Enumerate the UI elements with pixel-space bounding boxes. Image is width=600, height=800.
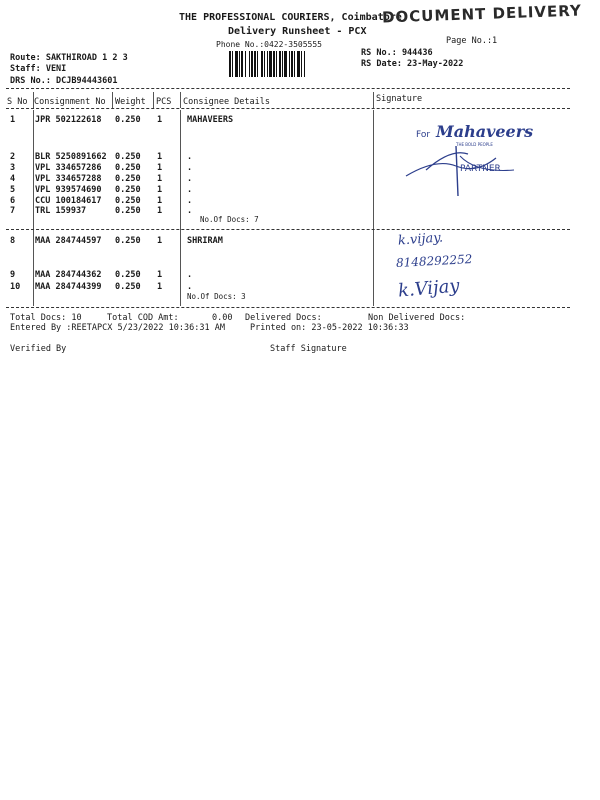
row-sno: 5	[10, 185, 16, 195]
non-delivered-docs: Non Delivered Docs:	[368, 313, 466, 323]
row-pcs: 1	[157, 152, 163, 162]
verified-by: Verified By	[10, 344, 67, 354]
row-consignment: JPR 502122618	[35, 115, 102, 125]
row-consignee-dot: .	[187, 174, 193, 184]
col-divider	[180, 92, 181, 108]
col-divider	[373, 92, 374, 108]
row-consignee-dot: .	[187, 282, 193, 292]
table-bottom-divider	[6, 307, 570, 308]
row-pcs: 1	[157, 174, 163, 184]
total-docs: Total Docs: 10	[10, 313, 82, 323]
row-consignment: MAA 284744362	[35, 270, 102, 280]
header-bottom-divider	[6, 108, 570, 109]
printed-on: Printed on: 23-05-2022 10:36:33	[250, 323, 409, 333]
row-consignee-dot: .	[187, 185, 193, 195]
drs-number: DRS No.: DCJB94443601	[10, 76, 118, 86]
row-weight: 0.250	[115, 236, 141, 246]
col-divider	[180, 110, 181, 306]
stamp-scribble-icon	[396, 118, 526, 200]
rs-date: RS Date: 23-May-2022	[361, 59, 464, 69]
phone-number: Phone No.:0422-3505555	[216, 40, 322, 49]
row-sno: 3	[10, 163, 16, 173]
stamp-for: For	[416, 130, 431, 140]
row-consignment: TRL 159937	[35, 206, 87, 216]
row-consignment: BLR 5250891662	[35, 152, 107, 162]
runsheet-title: Delivery Runsheet - PCX	[228, 26, 367, 37]
total-cod-label: Total COD Amt:	[107, 313, 179, 323]
row-sno: 6	[10, 196, 16, 206]
stamp-brand: Mahaveers	[436, 122, 534, 141]
row-sno: 4	[10, 174, 16, 184]
row-weight: 0.250	[115, 185, 141, 195]
row-consignee-dot: .	[187, 163, 193, 173]
row-sno: 7	[10, 206, 16, 216]
docs-count: No.Of Docs: 7	[200, 215, 259, 224]
total-cod-value: 0.00	[212, 313, 233, 323]
row-pcs: 1	[157, 282, 163, 292]
staff-label: Staff: VENI	[10, 64, 67, 74]
row-pcs: 1	[157, 270, 163, 280]
handwritten-signature: k.Vijay	[397, 275, 461, 302]
row-weight: 0.250	[115, 115, 141, 125]
row-consignment: VPL 939574690	[35, 185, 102, 195]
col-divider	[112, 92, 113, 108]
row-sno: 1	[10, 115, 16, 125]
header-top-divider	[6, 88, 570, 89]
entered-by: Entered By :REETAPCX 5/23/2022 10:36:31 AM	[10, 323, 225, 333]
delivered-docs: Delivered Docs:	[245, 313, 322, 323]
company-stamp	[396, 118, 534, 200]
document-delivery-stamp: DOCUMENT DELIVERY	[381, 1, 583, 27]
row-sno: 2	[10, 152, 16, 162]
row-pcs: 1	[157, 196, 163, 206]
row-consignment: VPL 334657288	[35, 174, 102, 184]
row-consignee-dot: .	[187, 196, 193, 206]
row-pcs: 1	[157, 236, 163, 246]
row-consignment: VPL 334657286	[35, 163, 102, 173]
row-pcs: 1	[157, 163, 163, 173]
row-consignment: CCU 100184617	[35, 196, 102, 206]
row-weight: 0.250	[115, 163, 141, 173]
handwritten-phone: 8148292252	[395, 252, 473, 270]
row-weight: 0.250	[115, 282, 141, 292]
row-pcs: 1	[157, 185, 163, 195]
col-sno: S No	[7, 97, 28, 107]
consignee-name: SHRIRAM	[187, 236, 223, 246]
row-sno: 9	[10, 270, 16, 280]
staff-signature: Staff Signature	[270, 344, 347, 354]
row-pcs: 1	[157, 206, 163, 216]
row-weight: 0.250	[115, 174, 141, 184]
row-weight: 0.250	[115, 196, 141, 206]
row-consignee-dot: .	[187, 152, 193, 162]
page-number: Page No.:1	[446, 36, 498, 46]
row-sno: 10	[10, 282, 21, 292]
docs-count: No.Of Docs: 3	[187, 292, 246, 301]
col-divider	[33, 92, 34, 108]
col-divider	[153, 92, 154, 108]
group-divider	[6, 229, 570, 230]
col-pcs: PCS	[156, 97, 172, 107]
barcode-icon	[229, 51, 307, 77]
row-sno: 8	[10, 236, 16, 246]
row-consignee-dot: .	[187, 270, 193, 280]
col-divider	[33, 110, 34, 306]
row-weight: 0.250	[115, 206, 141, 216]
col-weight: Weight	[115, 97, 146, 107]
row-consignee-dot: .	[187, 206, 193, 216]
row-consignment: MAA 284744399	[35, 282, 102, 292]
col-consignee: Consignee Details	[183, 97, 270, 107]
row-pcs: 1	[157, 115, 163, 125]
stamp-sub: THE BOLD PEOPLE	[456, 142, 493, 147]
route-label: Route: SAKTHIROAD 1 2 3	[10, 53, 128, 63]
stamp-partner: PARTNER	[460, 164, 501, 174]
col-divider	[373, 110, 374, 306]
consignee-name: MAHAVEERS	[187, 115, 234, 125]
row-consignment: MAA 284744597	[35, 236, 102, 246]
col-consignment: Consignment No	[34, 97, 106, 107]
row-weight: 0.250	[115, 152, 141, 162]
company-name: THE PROFESSIONAL COURIERS, Coimbatore	[179, 12, 402, 23]
col-signature: Signature	[376, 94, 423, 104]
row-weight: 0.250	[115, 270, 141, 280]
handwritten-name: k.vijay.	[397, 230, 444, 249]
rs-number: RS No.: 944436	[361, 48, 433, 58]
